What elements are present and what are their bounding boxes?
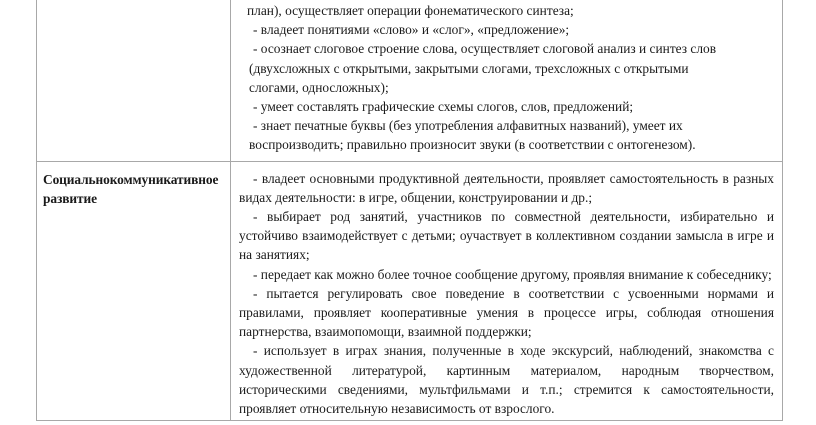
text-line: воспроизводить; правильно произносит звуки (в соответствии с онтогенезом). <box>249 137 696 153</box>
list-item: - передает как можно более точное сообщение другому, проявляя внимание к собеседнику; <box>253 266 772 282</box>
table-row <box>37 161 783 421</box>
row1-left-cell <box>37 0 231 161</box>
section-heading: Социальнокоммуникативное развитие <box>43 171 219 206</box>
list-item: - осознает слоговое строение слова, осуществляет слоговой анализ и синтез слов <box>253 41 717 57</box>
development-table <box>36 0 783 421</box>
list-item: - выбирает род занятий, участников по совместной деятельности, избирательно и устойчиво взаимодействует с детьми; оучаствует в коллективном создании замысла в игре и на занятиях; <box>239 209 774 263</box>
list-item: - владеет основными продуктивной деятельности, проявляет самостоятельность в разных видах деятельности: в игре, общении, конструировании и др.; <box>239 170 774 205</box>
text-line: план), осуществляет операции фонематического синтеза; <box>247 3 574 18</box>
text-line: слогами, односложных); <box>249 79 389 95</box>
row2-left-cell <box>37 161 231 421</box>
list-item: - использует в играх знания, полученные в ходе экскурсий, наблюдений, знакомства с художественной литературой, картинным материалом, народным творчеством, историческими сведениями, мультфильмами и т.п.; стремится к самостоятельности, проявляет относительную независимость от взрослого. <box>239 343 774 417</box>
row2-right-cell <box>231 161 783 421</box>
list-item: - пытается регулировать свое поведение в соответствии с усвоенными нормами и правилами, проявляет кооперативные умения в процессе игры, соблюдая отношения партнерства, взаимопомощи, взаимной поддержки; <box>239 285 774 340</box>
list-item: - владеет понятиями «слово» и «слог», «предложение»; <box>253 22 570 38</box>
list-item: - умеет составлять графические схемы слогов, слов, предложений; <box>253 99 634 115</box>
list-item: - знает печатные буквы (без употребления алфавитных названий), умеет их <box>253 118 683 134</box>
table-row <box>37 0 783 161</box>
text-line: (двухсложных с открытыми, закрытыми слогами, трехсложных с открытыми <box>249 60 689 76</box>
row1-right-cell <box>231 0 783 161</box>
